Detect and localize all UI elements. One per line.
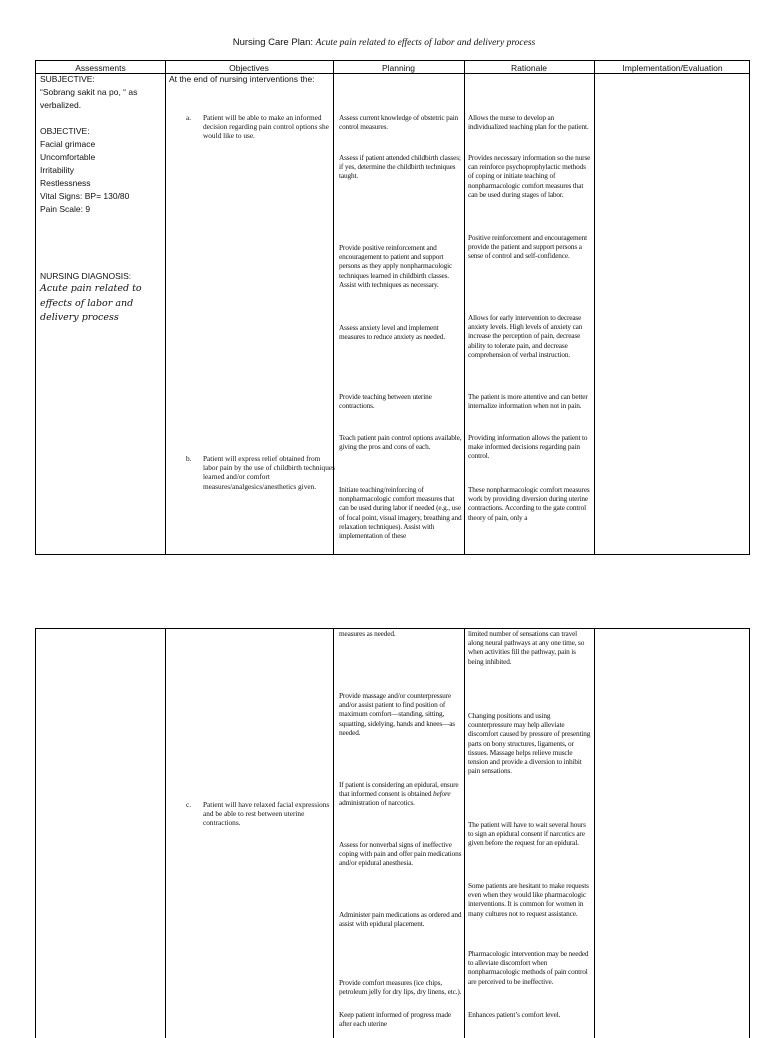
objective-item: Irritability [40, 165, 75, 175]
objectives-intro: At the end of nursing interventions the: [169, 74, 315, 84]
header-planning: Planning [381, 63, 416, 73]
rationale-item: Changing positions and using counterpressure may help alleviate discomfort caused by pressure of presenting parts on bony structures, ligaments, or tissues. Massage helps relieve muscle tension and provide a diversion to inhibit pain sensations. [468, 711, 591, 776]
nursing-diagnosis-label: NURSING DIAGNOSIS: [40, 271, 132, 281]
rationale-item: The patient is more attentive and can better internalize information when not in pain. [468, 392, 588, 411]
rationale-item: Allows the nurse to develop an individualized teaching plan for the patient. [468, 113, 589, 132]
planning-text: administration of narcotics. [339, 798, 415, 808]
column-divider [464, 61, 465, 554]
objective-item: Restlessness [40, 178, 91, 188]
planning-item: Keep patient informed of progress made after each uterine [339, 1010, 452, 1029]
care-plan-table-page-1 [35, 60, 750, 555]
rationale-item: limited number of sensations can travel along neural pathways at any one time, so when activities fill the pathway, pain is being inhibited. [468, 629, 585, 666]
objective-item: Uncomfortable [40, 152, 96, 162]
rationale-item: Positive reinforcement and encouragement provide the patient and support persons a sense of control and self-confidence. [468, 233, 588, 261]
care-plan-table-page-2 [35, 628, 750, 1038]
rationale-item: Provides necessary information so the nurse can reinforce psychoprophylactic methods of coping or initiate teaching of nonpharmacologic comfort measures that can be used during stages of labor. [468, 153, 591, 199]
title-prefix: Nursing Care Plan: [232, 37, 316, 48]
rationale-item: Enhances patient’s comfort level. [468, 1010, 561, 1019]
rationale-item: These nonpharmacologic comfort measures work by providing diversion during uterine contractions. According to the gate control theory of pain, only a [468, 485, 590, 522]
planning-item: Administer pain medications as ordered and assist with epidural placement. [339, 910, 462, 929]
column-divider [333, 629, 334, 1038]
planning-item: measures as needed. [339, 629, 396, 638]
planning-text-emphasis: before [433, 789, 451, 799]
objective-marker: c. [186, 800, 192, 809]
objective-item: Pain Scale: 9 [40, 204, 91, 214]
rationale-item: Allows for early intervention to decrease anxiety levels. High levels of anxiety can increase the perception of pain, decrease ability to tolerate pain, and decrease comprehension of verbal instruction. [468, 313, 583, 359]
objective-marker: a. [186, 113, 192, 122]
planning-item: Provide massage and/or counterpressure and/or assist patient to find position of maximum comfort—standing, sitting, squatting, sidelying, hands and knees—as needed. [339, 691, 456, 737]
rationale-item: Some patients are hesitant to make requests even when they would like pharmacologic interventions. It is common for women in many cultures not to request assistance. [468, 881, 589, 918]
objective-text: Patient will express relief obtained from labor pain by the use of childbirth techniques learned and/or comfort measures/analgesics/anesthetics given. [203, 454, 335, 491]
planning-item: Provide positive reinforcement and encouragement to patient and support persons as they apply nonpharmacologic techniques learned in childbirth classes. Assist with techniques as necessary. [339, 243, 453, 289]
header-implementation: Implementation/Evaluation [622, 63, 723, 73]
planning-item: Provide teaching between uterine contractions. [339, 392, 432, 411]
planning-item: Assess for nonverbal signs of ineffective coping with pain and offer pain medications and/or epidural anesthesia. [339, 840, 462, 868]
objective-item: Facial grimace [40, 139, 96, 149]
subjective-quote: “Sobrang sakit na po, “ as verbalized. [40, 87, 138, 111]
planning-item: Initiate teaching/reinforcing of nonpharmacologic comfort measures that can be used during labor if needed (e.g., use of focal point, visual imagery, breathing and relaxation techniques). Assist with implementation of these [339, 485, 462, 541]
header-rationale: Rationale [511, 63, 547, 73]
nursing-diagnosis-text: Acute pain related to effects of labor and delivery process [40, 283, 142, 323]
planning-item: Provide comfort measures (ice chips, petroleum jelly for dry lips, dry linens, etc.). [339, 978, 462, 997]
planning-item: Assess current knowledge of obstetric pain control measures. [339, 113, 459, 132]
objective-text: Patient will be able to make an informed decision regarding pain control options she would like to use. [203, 113, 329, 141]
objective-label: OBJECTIVE: [40, 126, 90, 136]
header-objectives: Objectives [229, 63, 269, 73]
planning-text: If patient is considering an epidural, ensure that informed consent is obtained [339, 780, 459, 799]
planning-item: Teach patient pain control options available, giving the pros and cons of each. [339, 433, 462, 452]
planning-item [339, 780, 463, 808]
objective-text: Patient will have relaxed facial expressions and be able to rest between uterine contractions. [203, 800, 330, 828]
planning-item: Assess if patient attended childbirth classes; if yes, determine the childbirth techniques taught. [339, 153, 461, 181]
objective-item: Vital Signs: BP= 130/80 [40, 191, 130, 201]
subjective-label: SUBJECTIVE: [40, 74, 95, 84]
column-divider [594, 629, 595, 1038]
planning-item: Assess anxiety level and implement measures to reduce anxiety as needed. [339, 323, 445, 342]
rationale-item: Providing information allows the patient to make informed decisions regarding pain control. [468, 433, 588, 461]
column-divider [165, 61, 166, 554]
column-divider [464, 629, 465, 1038]
page-title [0, 37, 768, 48]
title-diagnosis: Acute pain related to effects of labor and delivery process [315, 38, 536, 48]
rationale-item: Pharmacologic intervention may be needed to alleviate discomfort when nonpharmacologic methods of pain control are perceived to be ineffective. [468, 949, 589, 986]
column-divider [165, 629, 166, 1038]
objective-marker: b. [186, 454, 192, 463]
rationale-item: The patient will have to wait several hours to sign an epidural consent if narcotics are given before the request for an epidural. [468, 820, 586, 848]
header-assessments: Assessments [75, 63, 126, 73]
column-divider [594, 61, 595, 554]
